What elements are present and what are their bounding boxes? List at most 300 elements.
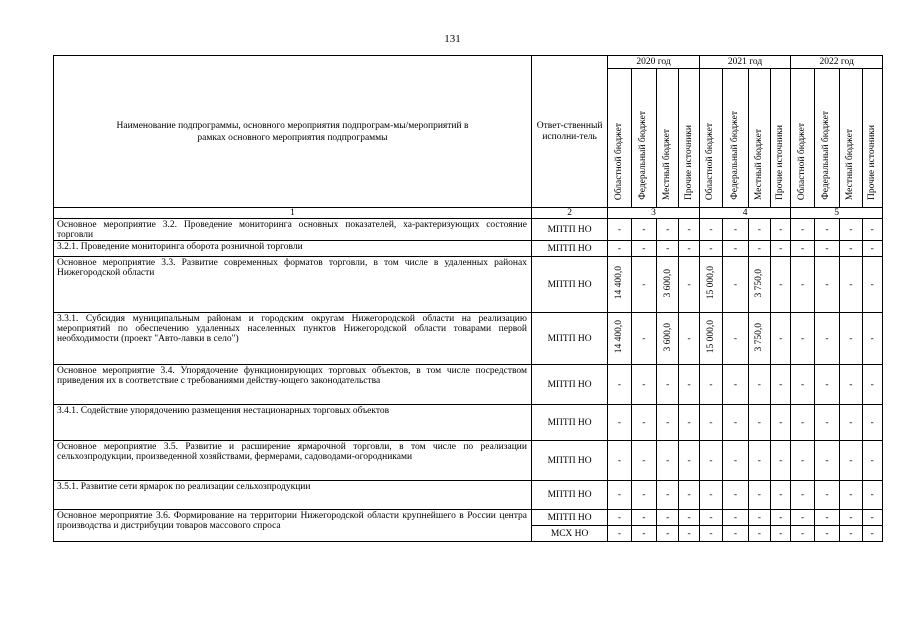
header-source-cell bbox=[814, 69, 839, 208]
activity-name: Основное мероприятие 3.5. Развитие и расширение ярмарочной торговли, в том числе по реализации сельхозпродукции, произведенной хозяйствами, фермерами, садоводами-огородниками bbox=[54, 441, 532, 481]
value-text: - bbox=[825, 528, 829, 539]
value-text: - bbox=[870, 224, 874, 235]
value-text: - bbox=[825, 243, 829, 254]
value-text: - bbox=[687, 417, 691, 428]
value-cell bbox=[791, 441, 814, 481]
activity-name: Основное мероприятие 3.3. Развитие современных форматов торговли, в том числе в удаленных районах Нижегородской области bbox=[54, 257, 532, 313]
header-source-cell bbox=[657, 69, 679, 208]
value-cell bbox=[770, 526, 790, 542]
value-cell bbox=[657, 257, 679, 313]
value-text: - bbox=[757, 455, 761, 466]
value-cell bbox=[699, 441, 722, 481]
value-text: - bbox=[687, 490, 691, 500]
value-text: - bbox=[779, 512, 783, 523]
value-text: - bbox=[779, 528, 783, 539]
value-cell bbox=[608, 405, 631, 441]
value-text: - bbox=[642, 243, 646, 254]
value-cell bbox=[657, 219, 679, 241]
value-cell bbox=[657, 313, 679, 365]
value-text: - bbox=[825, 417, 829, 428]
header-source-cell bbox=[862, 69, 882, 208]
value-cell bbox=[679, 441, 699, 481]
value-cell bbox=[748, 481, 770, 510]
value-cell bbox=[862, 219, 882, 241]
value-cell bbox=[699, 241, 722, 257]
header-year-2020: 2020 год bbox=[608, 56, 700, 69]
value-text: - bbox=[825, 333, 829, 344]
table-row bbox=[54, 257, 883, 313]
value-cell bbox=[770, 441, 790, 481]
value-cell bbox=[748, 257, 770, 313]
value-cell bbox=[723, 257, 748, 313]
value-cell bbox=[679, 365, 699, 405]
value-cell bbox=[608, 510, 631, 526]
value-text: - bbox=[733, 512, 737, 523]
value-text: - bbox=[733, 379, 737, 390]
header-year-2021: 2021 год bbox=[699, 56, 791, 69]
value-text: - bbox=[642, 490, 646, 500]
value-text: 3 750,0 bbox=[754, 268, 765, 298]
value-text: - bbox=[687, 333, 691, 344]
value-cell bbox=[840, 365, 862, 405]
value-text: - bbox=[666, 528, 670, 539]
header-name-column: Наименование подпрограммы, основного мероприятия подпрограм-мы/мероприятий в рамках основного мероприятия подпрограммы bbox=[54, 56, 532, 208]
table-row bbox=[54, 481, 883, 510]
table-row bbox=[54, 405, 883, 441]
value-text: - bbox=[870, 379, 874, 390]
value-text: - bbox=[709, 243, 713, 254]
value-cell bbox=[723, 313, 748, 365]
value-text: - bbox=[687, 224, 691, 235]
value-cell bbox=[657, 241, 679, 257]
value-text: - bbox=[849, 379, 853, 390]
header-source-label: Федеральный бюджет bbox=[729, 111, 740, 200]
value-text: - bbox=[733, 279, 737, 290]
value-text: - bbox=[849, 512, 853, 523]
value-text: - bbox=[642, 333, 646, 344]
header-source-cell bbox=[770, 69, 790, 208]
value-text: - bbox=[800, 417, 805, 428]
value-cell bbox=[814, 219, 839, 241]
value-cell bbox=[657, 441, 679, 481]
value-text: - bbox=[617, 379, 622, 390]
value-cell bbox=[631, 441, 656, 481]
value-cell bbox=[679, 257, 699, 313]
value-cell bbox=[770, 405, 790, 441]
value-text: - bbox=[800, 333, 805, 344]
value-text: - bbox=[870, 243, 874, 254]
value-cell bbox=[699, 257, 722, 313]
value-cell bbox=[631, 405, 656, 441]
column-number: 2 bbox=[531, 208, 607, 219]
value-cell bbox=[699, 405, 722, 441]
value-text: 15 000,0 bbox=[705, 266, 716, 300]
value-text: - bbox=[757, 243, 761, 254]
activity-name: Основное мероприятие 3.6. Формирование на территории Нижегородской области крупнейшего в России центра производства и дистрибуции товаров массового спроса bbox=[54, 510, 532, 542]
table-row bbox=[54, 241, 883, 257]
value-cell bbox=[814, 241, 839, 257]
value-cell bbox=[862, 481, 882, 510]
value-cell bbox=[770, 241, 790, 257]
value-text: - bbox=[870, 279, 874, 290]
value-text: - bbox=[849, 490, 853, 500]
header-source-label: Прочие источники bbox=[683, 124, 694, 200]
value-cell bbox=[631, 481, 656, 510]
value-text: - bbox=[733, 333, 737, 344]
value-text: - bbox=[849, 417, 853, 428]
value-cell bbox=[631, 257, 656, 313]
header-source-label: Областной бюджет bbox=[613, 122, 624, 200]
activity-name: 3.5.1. Развитие сети ярмарок по реализации сельхозпродукции bbox=[54, 481, 532, 510]
value-text: - bbox=[800, 528, 805, 539]
value-cell bbox=[862, 510, 882, 526]
header-source-label: Местный бюджет bbox=[662, 128, 673, 200]
activity-name: Основное мероприятие 3.4. Упорядочение функционирующих торговых объектов, в том числе посредством приведения их в соответствие с требованиями действу-ющего законодательства bbox=[54, 365, 532, 405]
value-cell bbox=[608, 441, 631, 481]
value-cell bbox=[748, 241, 770, 257]
value-text: - bbox=[666, 417, 670, 428]
value-cell bbox=[608, 481, 631, 510]
value-text: - bbox=[825, 224, 829, 235]
value-cell bbox=[723, 441, 748, 481]
value-text: - bbox=[825, 279, 829, 290]
value-cell bbox=[631, 241, 656, 257]
value-text: - bbox=[779, 379, 783, 390]
value-cell bbox=[770, 365, 790, 405]
value-cell bbox=[679, 219, 699, 241]
value-cell bbox=[748, 219, 770, 241]
value-cell bbox=[723, 365, 748, 405]
table-row bbox=[54, 313, 883, 365]
value-cell bbox=[862, 441, 882, 481]
value-cell bbox=[679, 405, 699, 441]
value-cell bbox=[814, 441, 839, 481]
table-row bbox=[54, 510, 883, 526]
value-cell bbox=[723, 481, 748, 510]
header-source-cell bbox=[679, 69, 699, 208]
header-source-cell bbox=[608, 69, 631, 208]
header-source-cell bbox=[699, 69, 722, 208]
value-text: - bbox=[825, 512, 829, 523]
value-text: - bbox=[709, 490, 713, 500]
value-text: - bbox=[849, 243, 853, 254]
value-text: - bbox=[870, 455, 874, 466]
value-cell bbox=[840, 313, 862, 365]
value-text: - bbox=[642, 455, 646, 466]
value-cell bbox=[631, 365, 656, 405]
value-cell bbox=[679, 313, 699, 365]
executor-cell: МПТП НО bbox=[531, 365, 607, 405]
value-cell bbox=[657, 481, 679, 510]
value-text: - bbox=[617, 224, 622, 235]
value-cell bbox=[840, 510, 862, 526]
value-text: 3 600,0 bbox=[662, 322, 673, 352]
value-text: - bbox=[666, 455, 670, 466]
value-text: - bbox=[849, 528, 853, 539]
header-source-cell bbox=[840, 69, 862, 208]
value-cell bbox=[791, 219, 814, 241]
header-source-label: Областной бюджет bbox=[705, 122, 716, 200]
value-text: - bbox=[617, 417, 622, 428]
value-cell bbox=[791, 365, 814, 405]
value-text: - bbox=[800, 279, 805, 290]
value-cell bbox=[791, 510, 814, 526]
value-text: - bbox=[849, 224, 853, 235]
value-text: - bbox=[800, 490, 805, 500]
value-text: - bbox=[709, 512, 713, 523]
value-text: - bbox=[757, 379, 761, 390]
value-cell bbox=[723, 241, 748, 257]
value-cell bbox=[862, 313, 882, 365]
column-number: 1 bbox=[54, 208, 532, 219]
header-source-cell bbox=[748, 69, 770, 208]
value-cell bbox=[814, 313, 839, 365]
value-text: - bbox=[642, 417, 646, 428]
value-cell bbox=[814, 510, 839, 526]
value-text: - bbox=[709, 417, 713, 428]
table-row bbox=[54, 441, 883, 481]
value-text: - bbox=[642, 224, 646, 235]
value-text: - bbox=[757, 490, 761, 500]
header-year-2022: 2022 год bbox=[791, 56, 883, 69]
value-text: 15 000,0 bbox=[705, 320, 716, 354]
value-text: - bbox=[617, 455, 622, 466]
value-cell bbox=[748, 510, 770, 526]
value-cell bbox=[814, 481, 839, 510]
value-cell bbox=[840, 526, 862, 542]
value-text: - bbox=[757, 512, 761, 523]
executor-cell: МСХ НО bbox=[531, 526, 607, 542]
header-source-label: Местный бюджет bbox=[753, 128, 764, 200]
value-text: - bbox=[870, 333, 874, 344]
executor-cell: МПТП НО bbox=[531, 441, 607, 481]
value-text: - bbox=[800, 455, 805, 466]
value-text: - bbox=[617, 243, 622, 254]
value-text: - bbox=[800, 512, 805, 523]
value-text: 3 750,0 bbox=[754, 322, 765, 352]
value-text: - bbox=[666, 490, 670, 500]
value-text: 14 400,0 bbox=[614, 266, 625, 300]
column-number: 5 bbox=[791, 208, 883, 219]
activity-name: 3.2.1. Проведение мониторинга оборота розничной торговли bbox=[54, 241, 532, 257]
table-row bbox=[54, 219, 883, 241]
executor-cell: МПТП НО bbox=[531, 257, 607, 313]
header-source-label: Местный бюджет bbox=[845, 128, 856, 200]
value-cell bbox=[723, 219, 748, 241]
value-text: - bbox=[617, 528, 622, 539]
value-text: - bbox=[825, 490, 829, 500]
value-cell bbox=[840, 405, 862, 441]
value-text: - bbox=[779, 333, 783, 344]
value-text: 3 600,0 bbox=[662, 268, 673, 298]
value-cell bbox=[608, 313, 631, 365]
value-cell bbox=[840, 241, 862, 257]
value-cell bbox=[699, 526, 722, 542]
value-text: - bbox=[709, 455, 713, 466]
value-text: - bbox=[687, 455, 691, 466]
value-cell bbox=[631, 526, 656, 542]
value-text: - bbox=[757, 224, 761, 235]
value-cell bbox=[814, 257, 839, 313]
value-text: - bbox=[709, 528, 713, 539]
value-text: - bbox=[642, 512, 646, 523]
value-cell bbox=[791, 481, 814, 510]
value-text: - bbox=[709, 379, 713, 390]
value-text: - bbox=[800, 224, 805, 235]
value-cell bbox=[840, 481, 862, 510]
column-number: 4 bbox=[699, 208, 791, 219]
value-text: - bbox=[870, 490, 874, 500]
value-cell bbox=[862, 257, 882, 313]
value-text: - bbox=[870, 528, 874, 539]
value-text: - bbox=[617, 490, 622, 500]
value-text: - bbox=[757, 528, 761, 539]
value-cell bbox=[679, 241, 699, 257]
value-text: - bbox=[779, 224, 783, 235]
value-cell bbox=[814, 365, 839, 405]
value-cell bbox=[699, 219, 722, 241]
value-text: - bbox=[687, 279, 691, 290]
activity-name: 3.4.1. Содействие упорядочению размещения нестационарных торговых объектов bbox=[54, 405, 532, 441]
value-text: - bbox=[733, 528, 737, 539]
value-cell bbox=[631, 510, 656, 526]
value-cell bbox=[723, 526, 748, 542]
value-text: - bbox=[733, 417, 737, 428]
value-text: - bbox=[779, 243, 783, 254]
value-cell bbox=[631, 313, 656, 365]
value-cell bbox=[631, 219, 656, 241]
table-row bbox=[54, 365, 883, 405]
value-cell bbox=[657, 365, 679, 405]
value-text: - bbox=[687, 243, 691, 254]
executor-cell: МПТП НО bbox=[531, 241, 607, 257]
value-text: - bbox=[849, 279, 853, 290]
value-cell bbox=[814, 526, 839, 542]
value-cell bbox=[862, 241, 882, 257]
value-cell bbox=[748, 405, 770, 441]
header-source-cell bbox=[631, 69, 656, 208]
value-text: - bbox=[779, 490, 783, 500]
value-text: - bbox=[687, 528, 691, 539]
value-cell bbox=[770, 219, 790, 241]
value-cell bbox=[770, 481, 790, 510]
value-cell bbox=[770, 510, 790, 526]
value-text: - bbox=[642, 379, 646, 390]
executor-cell: МПТП НО bbox=[531, 510, 607, 526]
value-text: - bbox=[757, 417, 761, 428]
value-cell bbox=[748, 526, 770, 542]
value-cell bbox=[840, 219, 862, 241]
value-text: - bbox=[687, 512, 691, 523]
value-text: - bbox=[870, 417, 874, 428]
header-source-label: Федеральный бюджет bbox=[638, 111, 649, 200]
value-text: - bbox=[779, 455, 783, 466]
value-cell bbox=[679, 510, 699, 526]
column-number: 3 bbox=[608, 208, 700, 219]
value-cell bbox=[699, 313, 722, 365]
value-cell bbox=[748, 365, 770, 405]
value-text: - bbox=[779, 279, 783, 290]
value-text: - bbox=[800, 379, 805, 390]
value-cell bbox=[748, 441, 770, 481]
value-text: - bbox=[849, 455, 853, 466]
value-cell bbox=[608, 526, 631, 542]
value-text: - bbox=[709, 224, 713, 235]
value-cell bbox=[748, 313, 770, 365]
value-text: 14 400,0 bbox=[614, 320, 625, 354]
budget-table bbox=[53, 55, 883, 542]
value-text: - bbox=[666, 243, 670, 254]
value-cell bbox=[791, 313, 814, 365]
value-text: - bbox=[687, 379, 691, 390]
value-cell bbox=[679, 481, 699, 510]
value-cell bbox=[723, 510, 748, 526]
value-text: - bbox=[779, 417, 783, 428]
activity-name: Основное мероприятие 3.2. Проведение мониторинга основных показателей, ха-рактеризующих состояние торговли bbox=[54, 219, 532, 241]
value-text: - bbox=[733, 224, 737, 235]
value-cell bbox=[814, 405, 839, 441]
value-text: - bbox=[666, 224, 670, 235]
value-cell bbox=[699, 481, 722, 510]
value-cell bbox=[657, 526, 679, 542]
value-text: - bbox=[800, 243, 805, 254]
header-source-label: Прочие источники bbox=[866, 124, 877, 200]
value-cell bbox=[862, 365, 882, 405]
value-cell bbox=[840, 257, 862, 313]
value-text: - bbox=[825, 455, 829, 466]
value-text: - bbox=[825, 379, 829, 390]
value-text: - bbox=[642, 528, 646, 539]
page-number: 131 bbox=[444, 33, 461, 45]
header-source-label: Прочие источники bbox=[775, 124, 786, 200]
value-cell bbox=[608, 219, 631, 241]
value-cell bbox=[862, 405, 882, 441]
value-cell bbox=[699, 510, 722, 526]
value-cell bbox=[723, 405, 748, 441]
header-executor-column: Ответ-ственный исполни-тель bbox=[531, 56, 607, 208]
value-text: - bbox=[642, 279, 646, 290]
value-cell bbox=[770, 313, 790, 365]
value-cell bbox=[862, 526, 882, 542]
value-cell bbox=[657, 510, 679, 526]
executor-cell: МПТП НО bbox=[531, 405, 607, 441]
activity-name: 3.3.1. Субсидия муниципальным районам и городским округам Нижегородской области на реализацию мероприятий по обеспечению удаленных населенных пунктов Нижегородской области товарами первой необходимости (проект "Авто-лавки в село") bbox=[54, 313, 532, 365]
executor-cell: МПТП НО bbox=[531, 313, 607, 365]
header-source-cell bbox=[723, 69, 748, 208]
value-text: - bbox=[617, 512, 622, 523]
value-text: - bbox=[666, 379, 670, 390]
value-text: - bbox=[666, 512, 670, 523]
value-text: - bbox=[733, 455, 737, 466]
header-source-cell bbox=[791, 69, 814, 208]
header-source-label: Областной бюджет bbox=[797, 122, 808, 200]
value-cell bbox=[791, 257, 814, 313]
value-text: - bbox=[733, 243, 737, 254]
value-cell bbox=[608, 241, 631, 257]
value-cell bbox=[608, 257, 631, 313]
header-source-label: Федеральный бюджет bbox=[821, 111, 832, 200]
value-text: - bbox=[733, 490, 737, 500]
value-cell bbox=[791, 241, 814, 257]
executor-cell: МПТП НО bbox=[531, 219, 607, 241]
value-cell bbox=[608, 365, 631, 405]
value-cell bbox=[699, 365, 722, 405]
value-cell bbox=[679, 526, 699, 542]
value-cell bbox=[791, 405, 814, 441]
value-cell bbox=[657, 405, 679, 441]
value-cell bbox=[840, 441, 862, 481]
value-text: - bbox=[849, 333, 853, 344]
